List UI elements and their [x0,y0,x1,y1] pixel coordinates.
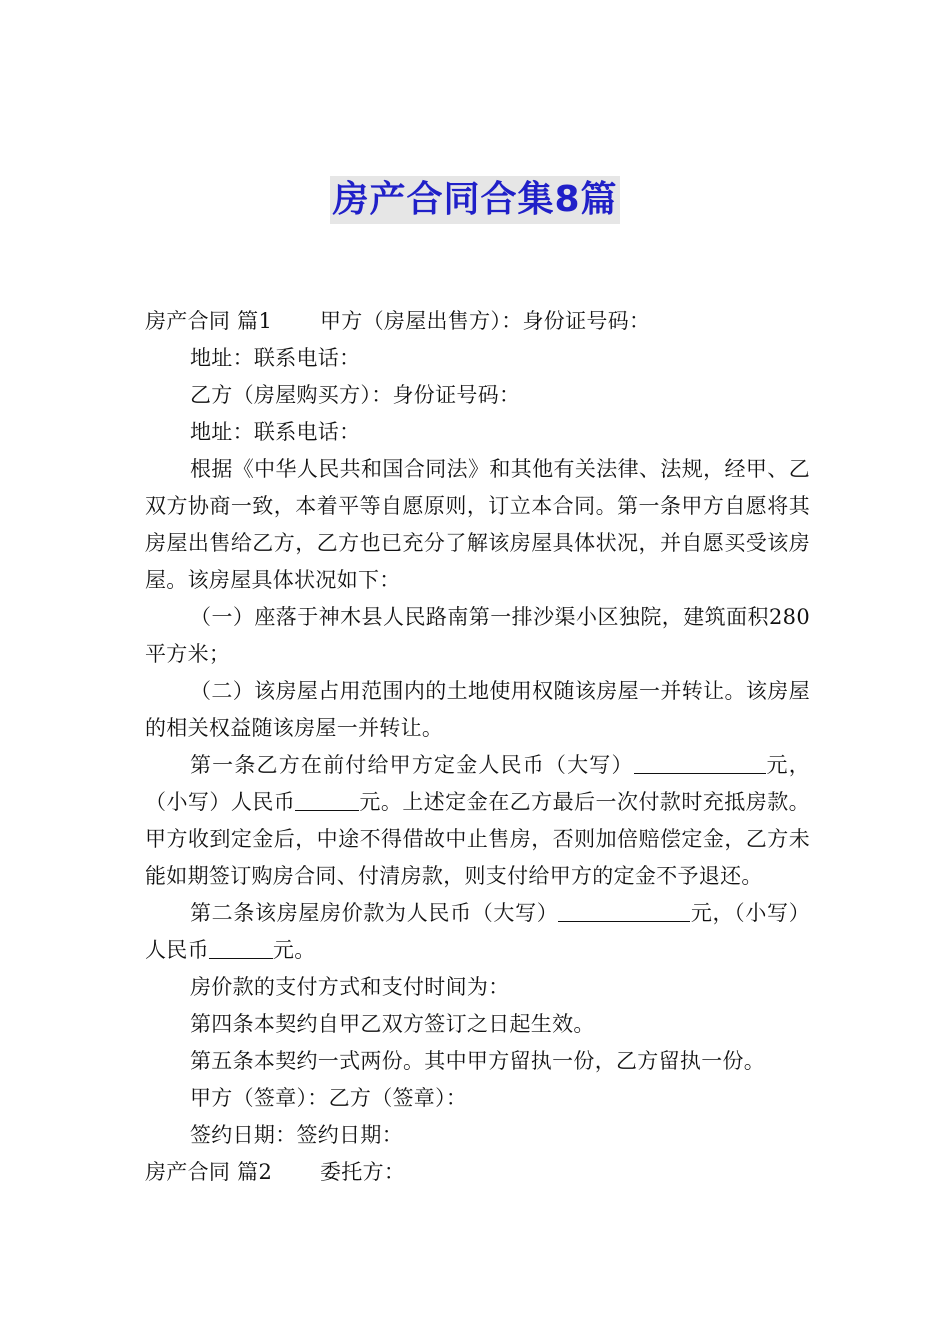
deposit-uppercase-blank[interactable] [634,751,766,774]
deposit-lowercase-blank[interactable] [295,788,359,811]
article-5: 第五条本契约一式两份。其中甲方留执一份，乙方留执一份。 [190,1049,766,1073]
signing-date-line: 签约日期：签约日期： [190,1123,403,1147]
price-lowercase-blank[interactable] [209,936,273,959]
property-item-1: （一）座落于神木县人民路南第一排沙渠小区独院，建筑面积280平方米； [145,605,810,666]
section-2-label: 房产合同 篇2 [145,1160,273,1184]
article-1-text-a: 第一条乙方在前付给甲方定金人民币（大写） [190,753,634,777]
section-1-heading [145,303,810,340]
principal-line: 委托方： [320,1160,406,1184]
article-2-paragraph [145,895,810,969]
party-a-address: 地址：联系电话： [190,346,361,370]
party-a-line: 甲方（房屋出售方）：身份证号码： [320,309,651,333]
article-2-text-c: 元。 [272,938,316,962]
section-1-label: 房产合同 篇1 [145,309,273,333]
document-title: 房产合同合集8篇 [330,176,619,224]
price-uppercase-blank[interactable] [558,899,690,922]
article-1-text-c: 元。上述定金在乙方最后一次付款时充抵房款。甲方收到定金后，中途不得借故中止售房，否则加倍赔偿定金，乙方未能如期签订购房合同、付清房款，则支付给甲方的定金不予退还。 [145,790,810,888]
section-2-heading [145,1154,810,1191]
party-b-line: 乙方（房屋购买方）：身份证号码： [190,383,521,407]
title-wrapper [0,176,950,224]
payment-terms: 房价款的支付方式和支付时间为： [190,975,510,999]
article-1-text-b: 元，（小写）人民币 [145,753,811,814]
article-1-paragraph [145,747,810,895]
article-4: 第四条本契约自甲乙双方签订之日起生效。 [190,1012,595,1036]
article-2-text-b: 元，（小写）人民币 [145,901,810,962]
signature-line: 甲方（签章）：乙方（签章）： [190,1086,468,1110]
article-2-text-a: 第二条该房屋房价款为人民币（大写） [190,901,559,925]
property-item-2: （二）该房屋占用范围内的土地使用权随该房屋一并转让。该房屋的相关权益随该房屋一并转让。 [145,679,810,740]
intro-paragraph: 根据《中华人民共和国合同法》和其他有关法律、法规，经甲、乙双方协商一致，本着平等自愿原则，订立本合同。第一条甲方自愿将其房屋出售给乙方，乙方也已充分了解该房屋具体状况，并自愿买受该房屋。该房屋具体状况如下： [145,457,810,592]
party-b-address: 地址：联系电话： [190,420,361,444]
document-body [145,303,810,1191]
